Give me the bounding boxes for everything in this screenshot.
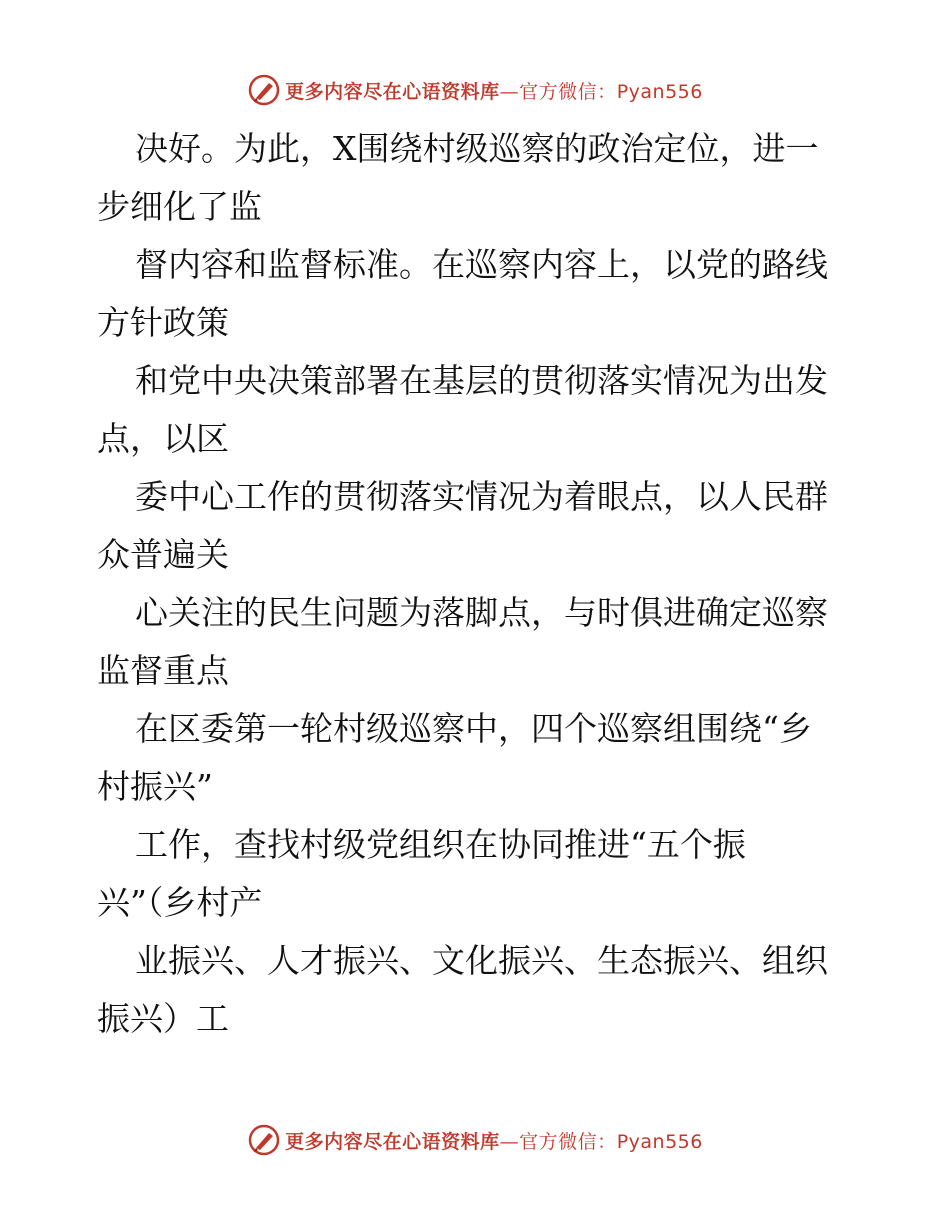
paragraph-line: 振兴）工 [97, 999, 229, 1038]
site-name: 更多内容尽在心语资料库 [285, 1130, 500, 1153]
site-name: 更多内容尽在心语资料库 [285, 80, 500, 103]
header-banner [0, 70, 950, 110]
paragraph [97, 236, 857, 352]
paragraph-line: 步细化了监 [97, 187, 262, 226]
banner-text [285, 77, 703, 104]
wechat-id: Pyan556 [616, 1130, 703, 1153]
paragraph [97, 932, 857, 1048]
paragraph [97, 816, 857, 932]
paragraph-line: 业振兴、人才振兴、文化振兴、生态振兴、组织 [135, 941, 828, 980]
paragraph-line: 心关注的民生问题为落脚点，与时俱进确定巡察 [135, 593, 828, 632]
paragraph-line: 方针政策 [97, 303, 229, 342]
document-body [97, 120, 857, 1048]
wechat-label: 官方微信： [519, 80, 617, 103]
banner-dash: — [499, 1130, 520, 1153]
paragraph-line: 和党中央决策部署在基层的贯彻落实情况为出发 [135, 361, 828, 400]
paragraph-line: 点，以区 [97, 419, 229, 458]
paragraph-line: 在区委第一轮村级巡察中，四个巡察组围绕“乡 [135, 709, 812, 748]
paragraph-line: 村振兴” [97, 767, 213, 806]
wechat-id: Pyan556 [616, 80, 703, 103]
pen-logo-icon [247, 1123, 281, 1157]
footer-banner [0, 1120, 950, 1160]
paragraph-line: 监督重点 [97, 651, 229, 690]
paragraph [97, 468, 857, 584]
paragraph-line: 委中心工作的贯彻落实情况为着眼点，以人民群 [135, 477, 828, 516]
paragraph [97, 700, 857, 816]
paragraph [97, 120, 857, 236]
paragraph-line: 工作，查找村级党组织在协同推进“五个振 [135, 825, 746, 864]
pen-logo-icon [247, 73, 281, 107]
wechat-label: 官方微信： [519, 1130, 617, 1153]
paragraph-line: 决好。为此，X围绕村级巡察的政治定位，进一 [135, 129, 819, 168]
paragraph-line: 兴”（乡村产 [97, 883, 263, 922]
banner-dash: — [499, 80, 520, 103]
paragraph-line: 督内容和监督标准。在巡察内容上，以党的路线 [135, 245, 828, 284]
paragraph [97, 352, 857, 468]
banner-text [285, 1127, 703, 1154]
paragraph-line: 众普遍关 [97, 535, 229, 574]
paragraph [97, 584, 857, 700]
